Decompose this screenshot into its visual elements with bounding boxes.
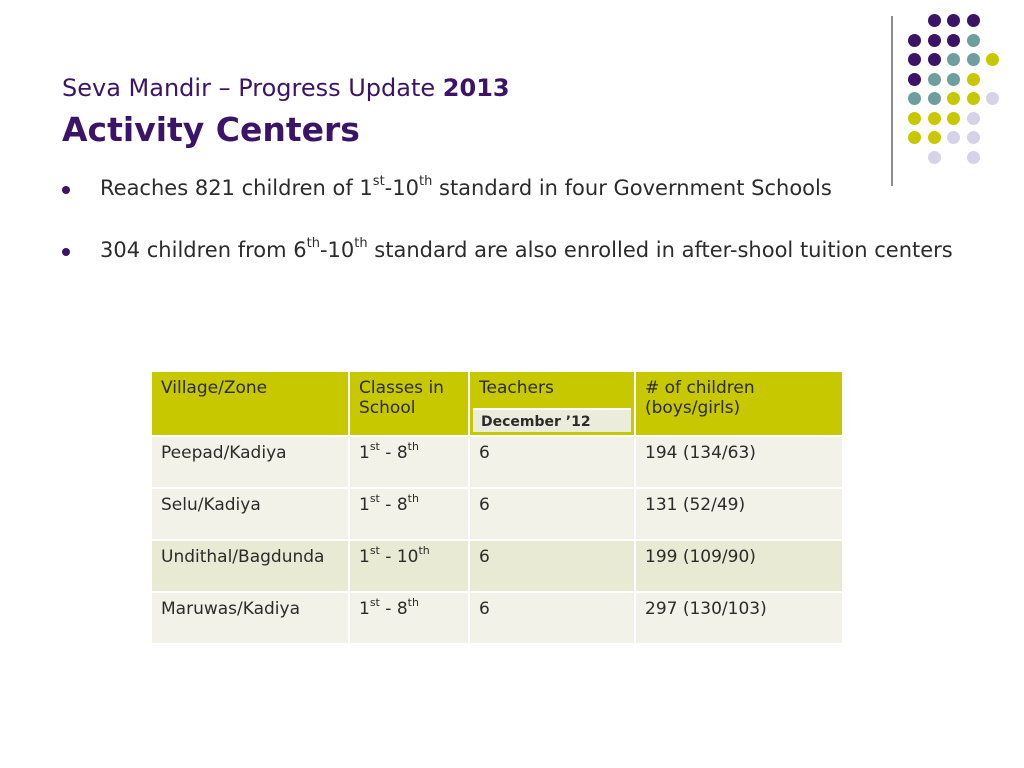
decorative-dot bbox=[928, 151, 941, 164]
cell-classes: 1st - 10th bbox=[349, 540, 469, 592]
header-teachers-label: Teachers bbox=[479, 378, 554, 398]
decorative-dot bbox=[947, 112, 960, 125]
decorative-dot bbox=[967, 73, 980, 86]
header-teachers bbox=[469, 371, 635, 436]
decorative-dot bbox=[908, 53, 921, 66]
decorative-dot bbox=[947, 131, 960, 144]
cell-children: 194 (134/63) bbox=[635, 436, 843, 488]
cell-village: Maruwas/Kadiya bbox=[151, 592, 349, 644]
cell-children: 199 (109/90) bbox=[635, 540, 843, 592]
decorative-dot bbox=[947, 92, 960, 105]
decorative-dot bbox=[967, 14, 980, 27]
decorative-dot bbox=[947, 34, 960, 47]
decorative-dot bbox=[928, 92, 941, 105]
cell-classes: 1st - 8th bbox=[349, 488, 469, 540]
decorative-dot bbox=[908, 92, 921, 105]
cell-classes: 1st - 8th bbox=[349, 592, 469, 644]
decorative-dot bbox=[986, 53, 999, 66]
header-village: Village/Zone bbox=[151, 371, 349, 436]
divider-line bbox=[891, 16, 893, 186]
decorative-dot bbox=[967, 112, 980, 125]
cell-teachers: 6 bbox=[469, 436, 635, 488]
header-children: # of children (boys/girls) bbox=[635, 371, 843, 436]
decorative-dot bbox=[947, 73, 960, 86]
cell-teachers: 6 bbox=[469, 540, 635, 592]
cell-village: Peepad/Kadiya bbox=[151, 436, 349, 488]
decorative-dot bbox=[967, 151, 980, 164]
subtitle-year: 2013 bbox=[442, 74, 510, 102]
bullet-dot-icon bbox=[62, 248, 70, 256]
decorative-dot bbox=[947, 53, 960, 66]
cell-teachers: 6 bbox=[469, 488, 635, 540]
table-row bbox=[151, 540, 843, 592]
decorative-dot bbox=[967, 53, 980, 66]
decorative-dot bbox=[908, 34, 921, 47]
table-header-row bbox=[151, 371, 843, 436]
decorative-dot bbox=[967, 34, 980, 47]
decorative-dot bbox=[928, 112, 941, 125]
slide-subtitle bbox=[62, 74, 510, 102]
decorative-dot bbox=[928, 131, 941, 144]
table-row bbox=[151, 488, 843, 540]
cell-children: 297 (130/103) bbox=[635, 592, 843, 644]
decorative-dot bbox=[928, 73, 941, 86]
decorative-dot bbox=[928, 14, 941, 27]
cell-classes: 1st - 8th bbox=[349, 436, 469, 488]
subtitle-text: Seva Mandir – Progress Update bbox=[62, 74, 443, 102]
cell-village: Undithal/Bagdunda bbox=[151, 540, 349, 592]
decorative-dot bbox=[908, 112, 921, 125]
table-row bbox=[151, 436, 843, 488]
bullet-item: Reaches 821 children of 1st-10th standard in four Government Schools bbox=[100, 176, 970, 201]
cell-village: Selu/Kadiya bbox=[151, 488, 349, 540]
decorative-dot bbox=[908, 73, 921, 86]
activity-centers-table bbox=[150, 370, 844, 645]
cell-children: 131 (52/49) bbox=[635, 488, 843, 540]
bullet-dot-icon bbox=[62, 186, 70, 194]
decorative-dot bbox=[928, 53, 941, 66]
decorative-dot bbox=[928, 34, 941, 47]
table-row bbox=[151, 592, 843, 644]
decorative-dot bbox=[947, 14, 960, 27]
bullet-item: 304 children from 6th-10th standard are also enrolled in after-shool tuition centers bbox=[100, 238, 970, 263]
decorative-dot bbox=[986, 92, 999, 105]
decorative-dot bbox=[908, 131, 921, 144]
slide-title: Activity Centers bbox=[62, 110, 360, 149]
header-classes: Classes in School bbox=[349, 371, 469, 436]
decorative-dot bbox=[967, 92, 980, 105]
cell-teachers: 6 bbox=[469, 592, 635, 644]
header-teachers-sub: December ’12 bbox=[473, 408, 631, 432]
decorative-dot bbox=[967, 131, 980, 144]
